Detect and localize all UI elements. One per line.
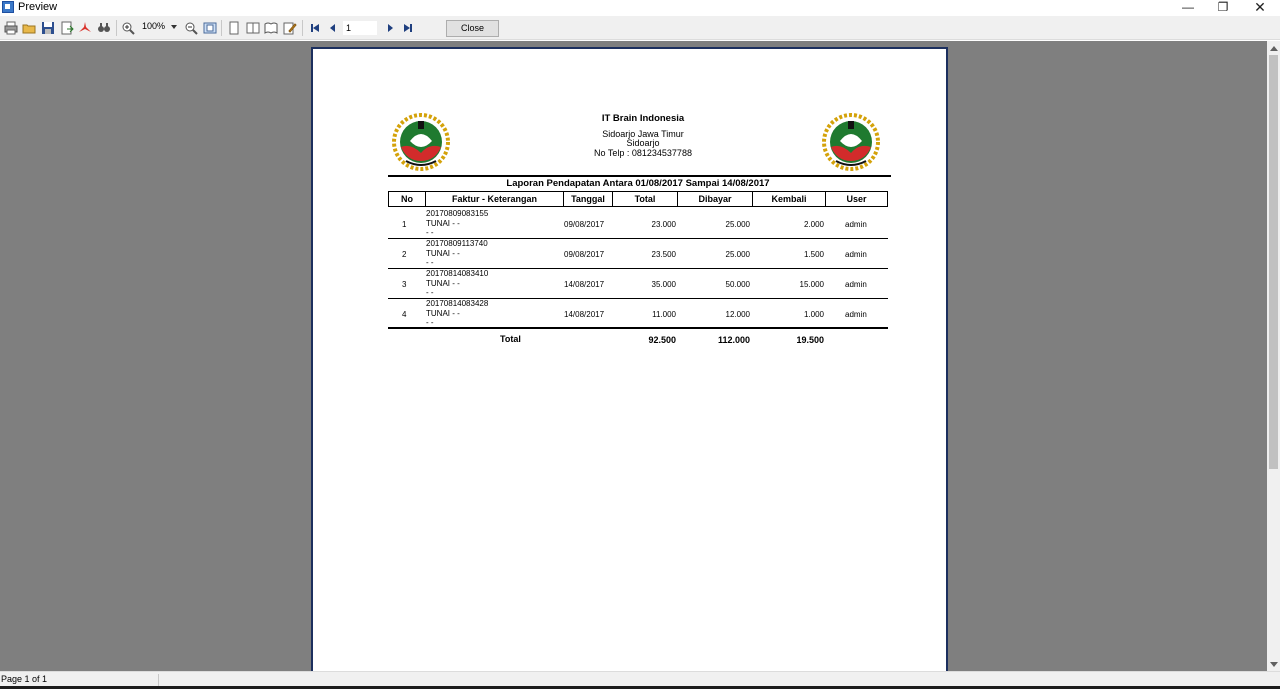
minimize-icon[interactable]: —: [1182, 0, 1194, 14]
page-status: Page 1 of 1: [1, 674, 48, 684]
row-divider: [388, 327, 888, 329]
export-icon[interactable]: [60, 21, 74, 35]
restore-icon[interactable]: ❐: [1217, 0, 1229, 14]
company-name: IT Brain Indonesia: [601, 113, 685, 124]
open-icon[interactable]: [22, 21, 36, 35]
first-page-icon[interactable]: [308, 21, 322, 35]
last-page-icon[interactable]: [401, 21, 415, 35]
column-header: No: [389, 192, 426, 206]
total-label: Total: [500, 334, 521, 344]
fit-page-icon[interactable]: [203, 21, 217, 35]
row-number: 2: [402, 250, 407, 259]
vertical-scrollbar[interactable]: [1267, 41, 1280, 671]
company-logo-right: [822, 113, 880, 171]
toolbar-separator: [221, 20, 222, 36]
scroll-down-icon[interactable]: [1270, 662, 1278, 667]
edit-icon[interactable]: [283, 21, 297, 35]
row-faktur: 20170809083155 TUNAI - - - -: [426, 209, 489, 237]
window-title: Preview: [18, 1, 58, 13]
app-icon: [2, 1, 14, 13]
company-address-line1: Sidoarjo Jawa Timur: [602, 129, 684, 139]
row-change: 1.000: [803, 310, 824, 319]
two-page-icon[interactable]: [246, 21, 260, 35]
table-row: [388, 209, 888, 239]
print-icon[interactable]: [4, 21, 18, 35]
title-bar: [0, 0, 1280, 16]
row-total: 11.000: [652, 310, 676, 319]
toolbar-separator: [116, 20, 117, 36]
row-date: 09/08/2017: [564, 220, 605, 229]
row-date: 14/08/2017: [564, 310, 605, 319]
company-phone: No Telp : 081234537788: [594, 148, 692, 158]
row-total: 23.000: [651, 220, 676, 229]
row-faktur: 20170809113740 TUNAI - - - -: [426, 239, 488, 267]
row-paid: 50.000: [725, 280, 750, 289]
row-total: 23.500: [651, 250, 676, 259]
close-icon[interactable]: ✕: [1254, 0, 1266, 15]
column-header: Tanggal: [564, 192, 613, 206]
total-change: 19.500: [796, 335, 824, 345]
row-paid: 25.000: [725, 220, 750, 229]
row-number: 4: [402, 310, 407, 319]
zoom-in-icon[interactable]: [121, 21, 135, 35]
single-page-icon[interactable]: [227, 21, 241, 35]
column-header: Dibayar: [678, 192, 753, 206]
find-icon[interactable]: [97, 21, 111, 35]
row-faktur: 20170814083428 TUNAI - - - -: [426, 299, 489, 327]
prev-page-icon[interactable]: [326, 21, 340, 35]
row-user: admin: [845, 310, 867, 319]
status-bar: [0, 671, 1280, 689]
row-number: 3: [402, 280, 407, 289]
toolbar-separator: [302, 20, 303, 36]
row-user: admin: [845, 220, 867, 229]
row-change: 2.000: [803, 220, 824, 229]
table-row: [388, 239, 888, 269]
zoom-select[interactable]: 100%: [142, 21, 166, 31]
toolbar: [0, 16, 1280, 40]
report-title: Laporan Pendapatan Antara 01/08/2017 Sampai 14/08/2017: [506, 178, 770, 189]
scrollbar-thumb[interactable]: [1269, 55, 1278, 469]
row-number: 1: [402, 220, 407, 229]
page-number-input[interactable]: 1: [343, 21, 377, 35]
total-sum: 92.500: [648, 335, 676, 345]
table-header: [388, 191, 888, 207]
row-change: 15.000: [799, 280, 824, 289]
header-rule: [388, 175, 891, 177]
company-logo-left: [392, 113, 450, 171]
close-button[interactable]: Close: [446, 20, 499, 37]
row-user: admin: [845, 250, 867, 259]
row-paid: 25.000: [725, 250, 750, 259]
zoom-out-icon[interactable]: [184, 21, 198, 35]
book-icon[interactable]: [264, 21, 278, 35]
scroll-up-icon[interactable]: [1270, 46, 1278, 51]
next-page-icon[interactable]: [383, 21, 397, 35]
column-header: User: [846, 194, 867, 204]
row-user: admin: [845, 280, 867, 289]
column-header: Faktur - Keterangan: [426, 192, 564, 206]
preview-area[interactable]: [0, 41, 1267, 671]
pdf-icon[interactable]: [78, 21, 92, 35]
table-row: [388, 299, 888, 329]
row-faktur: 20170814083410 TUNAI - - - -: [426, 269, 489, 297]
status-separator: [158, 674, 159, 686]
row-date: 09/08/2017: [564, 250, 605, 259]
total-paid: 112.000: [717, 335, 750, 345]
column-header: Total: [613, 192, 678, 206]
row-change: 1.500: [803, 250, 824, 259]
table-row: [388, 269, 888, 299]
row-paid: 12.000: [725, 310, 750, 319]
company-address-line2: Sidoarjo: [626, 138, 660, 148]
report-page: [311, 47, 948, 671]
row-total: 35.000: [651, 280, 676, 289]
row-date: 14/08/2017: [564, 280, 605, 289]
save-icon[interactable]: [41, 21, 55, 35]
chevron-down-icon[interactable]: [171, 25, 177, 29]
total-row: [388, 334, 888, 348]
column-header: Kembali: [753, 192, 826, 206]
